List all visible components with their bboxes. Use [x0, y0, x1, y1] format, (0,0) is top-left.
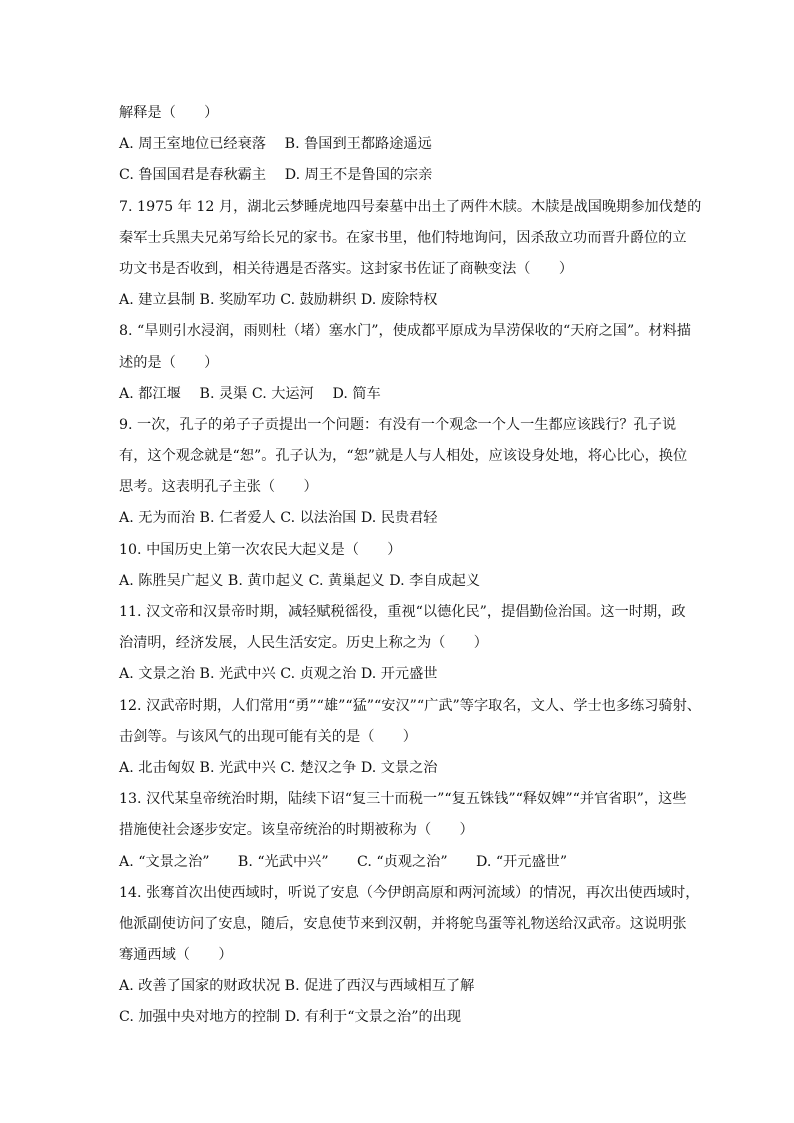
text-line: 思考。这表明孔子主张（ ）: [119, 479, 318, 496]
answer-options: A. 都江堰 B. 灵渠 C. 大运河 D. 简车: [119, 385, 381, 402]
answer-options: A. 改善了国家的财政状况 B. 促进了西汉与西域相互了解: [119, 978, 475, 995]
text-line: 他派副使访问了安息，随后，安息使节来到汉朝，并将鸵鸟蛋等礼物送给汉武帝。这说明张: [119, 915, 687, 932]
text-line: 有，这个观念就是“恕”。孔子认为，“恕”就是人与人相处，应该设身处地，将心比心，换位: [119, 448, 688, 465]
answer-options: A. 陈胜吴广起义 B. 黄巾起义 C. 黄巢起义 D. 李自成起义: [119, 572, 481, 589]
answer-options: C. 加强中央对地方的控制 D. 有利于“文景之治”的出现: [119, 1009, 462, 1026]
answer-options: A. “文景之治” B. “光武中兴” C. “贞观之治” D. “开元盛世”: [119, 853, 568, 870]
answer-options: A. 建立县制 B. 奖励军功 C. 鼓励耕织 D. 废除特权: [119, 292, 438, 309]
text-line: 秦军士兵黑夫兄弟写给长兄的家书。在家书里，他们特地询问，因杀敌立功而晋升爵位的立: [119, 229, 687, 246]
text-line: 骞通西域（ ）: [119, 947, 233, 964]
answer-options: A. 文景之治 B. 光武中兴 C. 贞观之治 D. 开元盛世: [119, 666, 438, 683]
question-14: 14. 张骞首次出使西域时，听说了安息（今伊朗高原和两河流域）的情况，再次出使西域时，: [119, 884, 700, 901]
answer-options: A. 周王室地位已经衰落 B. 鲁国到王都路途遥远: [119, 136, 432, 153]
question-10: 10. 中国历史上第一次农民大起义是（ ）: [119, 541, 402, 558]
question-8: 8. “旱则引水浸润，雨则杜（堵）塞水门”，使成都平原成为旱涝保收的“天府之国”。材料描: [119, 323, 691, 340]
text-line: 治清明，经济发展，人民生活安定。历史上称之为（ ）: [119, 635, 488, 652]
text-line: 功文书是否收到，相关待遇是否落实。这封家书佐证了商鞅变法（ ）: [119, 260, 574, 277]
question-12: 12. 汉武帝时期，人们常用“勇”“雄”“猛”“安汉”“广武”等字取名，文人、学士也多练习骑射、: [119, 697, 701, 714]
answer-options: A. 无为而治 B. 仁者爱人 C. 以法治国 D. 民贵君轻: [119, 510, 438, 527]
question-7: 7. 1975 年 12 月，湖北云梦睡虎地四号秦墓中出土了两件木牍。木牍是战国晚期参加伐楚的: [119, 198, 702, 215]
question-9: 9. 一次，孔子的弟子子贡提出一个问题：有没有一个观念一个人一生都应该践行？孔子说: [119, 416, 677, 433]
text-line: 解释是（ ）: [119, 105, 219, 121]
question-11: 11. 汉文帝和汉景帝时期，减轻赋税徭役，重视“以德化民”，提倡勤俭治国。这一时期，政: [119, 604, 686, 620]
text-line: 击剑等。与该风气的出现可能有关的是（ ）: [119, 728, 417, 745]
answer-options: A. 北击匈奴 B. 光武中兴 C. 楚汉之争 D. 文景之治: [119, 759, 438, 776]
question-13: 13. 汉代某皇帝统治时期，陆续下诏“复三十而税一”“复五铢钱”“释奴婢”“并官省职”，这些: [119, 791, 687, 808]
exam-page: [119, 98, 702, 1034]
text-line: 述的是（ ）: [119, 354, 219, 371]
answer-options: C. 鲁国国君是春秋霸主 D. 周王不是鲁国的宗亲: [119, 167, 433, 184]
text-line: 措施使社会逐步安定。该皇帝统治的时期被称为（ ）: [119, 822, 474, 839]
